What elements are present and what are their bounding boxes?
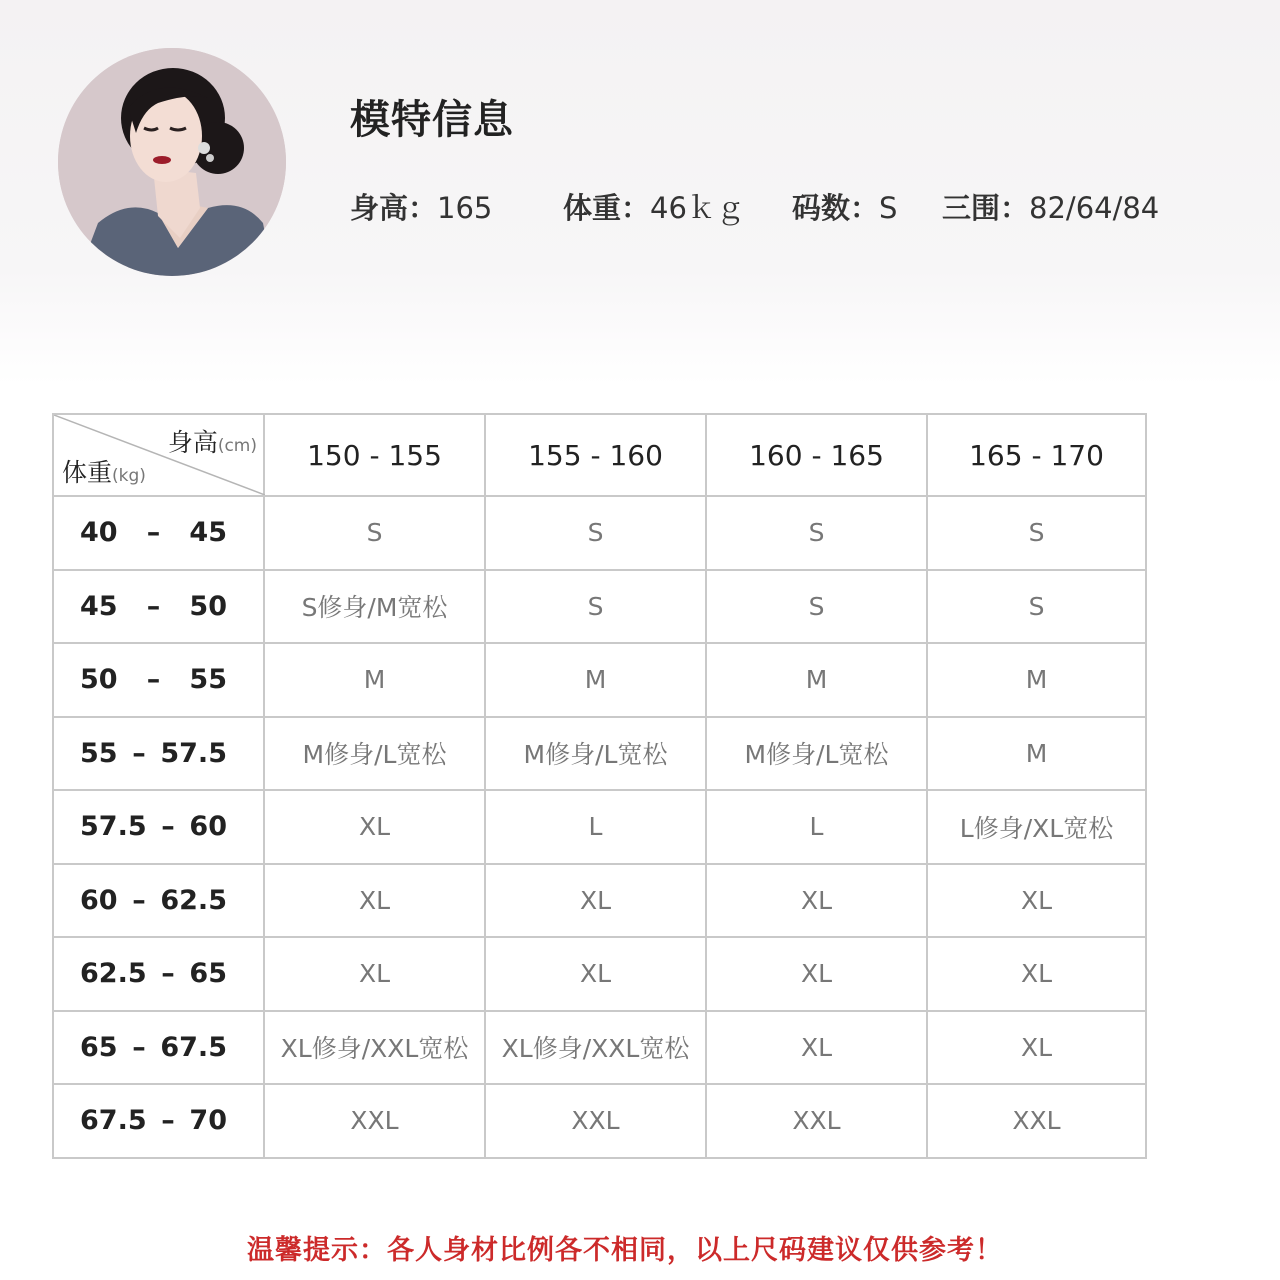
- size-cell: M修身/L宽松: [264, 717, 485, 791]
- weight-range-cell: [53, 496, 264, 570]
- size-cell: XL: [927, 937, 1146, 1011]
- weight-range-to: 57.5: [160, 737, 227, 769]
- size-chart-row: [53, 864, 1146, 938]
- size-cell: S修身/M宽松: [264, 570, 485, 644]
- size-cell: S: [927, 496, 1146, 570]
- size-chart-row: [53, 1011, 1146, 1085]
- size-cell: S: [706, 570, 927, 644]
- size-chart-header-row: [53, 414, 1146, 496]
- weight-range-from: 45: [80, 590, 118, 622]
- size-cell: XL: [927, 1011, 1146, 1085]
- weight-range-from: 50: [80, 664, 118, 696]
- size-cell: XXL: [706, 1084, 927, 1158]
- size-chart-row: [53, 570, 1146, 644]
- size-cell: L: [485, 790, 706, 864]
- size-chart-corner-cell: [53, 414, 264, 496]
- weight-range-cell: [53, 717, 264, 791]
- range-dash: –: [161, 1105, 175, 1137]
- height-column-header: 150 - 155: [264, 414, 485, 496]
- size-cell: M修身/L宽松: [706, 717, 927, 791]
- size-cell: XL: [706, 1011, 927, 1085]
- size-cell: M: [927, 643, 1146, 717]
- size-cell: M: [485, 643, 706, 717]
- range-dash: –: [146, 517, 161, 549]
- weight-range-to: 45: [189, 517, 227, 549]
- stat-height-value: 165: [437, 191, 493, 225]
- size-cell: S: [264, 496, 485, 570]
- size-chart-row: [53, 496, 1146, 570]
- size-cell: M: [706, 643, 927, 717]
- weight-range-to: 67.5: [160, 1031, 227, 1063]
- size-cell: M: [927, 717, 1146, 791]
- weight-range-cell: [53, 643, 264, 717]
- range-dash: –: [132, 1031, 146, 1063]
- weight-range-to: 55: [189, 664, 227, 696]
- corner-weight-label: 体重(kg): [62, 458, 146, 487]
- size-cell: L修身/XL宽松: [927, 790, 1146, 864]
- weight-range-cell: [53, 1011, 264, 1085]
- height-column-header: 165 - 170: [927, 414, 1146, 496]
- weight-range-from: 60: [80, 884, 118, 916]
- stat-measurements: [942, 186, 1159, 227]
- weight-range-to: 62.5: [160, 884, 227, 916]
- size-cell: XL修身/XXL宽松: [264, 1011, 485, 1085]
- model-portrait-image: [58, 48, 286, 276]
- stat-measurements-label: 三围：: [942, 191, 1030, 225]
- stat-weight-label: 体重：: [563, 191, 651, 225]
- weight-range-from: 57.5: [80, 811, 147, 843]
- model-stats: [350, 186, 1250, 226]
- size-cell: XL: [927, 864, 1146, 938]
- model-avatar: [58, 48, 286, 276]
- size-chart-row: [53, 1084, 1146, 1158]
- stat-weight-value: 46ｋｇ: [650, 191, 745, 225]
- size-cell: XL修身/XXL宽松: [485, 1011, 706, 1085]
- weight-range-from: 62.5: [80, 958, 147, 990]
- size-cell: XL: [264, 790, 485, 864]
- size-chart-row: [53, 643, 1146, 717]
- height-column-header: 155 - 160: [485, 414, 706, 496]
- weight-range-cell: [53, 790, 264, 864]
- weight-range-cell: [53, 864, 264, 938]
- range-dash: –: [132, 884, 146, 916]
- range-dash: –: [161, 811, 175, 843]
- stat-size-label: 码数：: [792, 191, 880, 225]
- size-cell: XL: [706, 864, 927, 938]
- range-dash: –: [161, 958, 175, 990]
- size-chart-row: [53, 790, 1146, 864]
- size-cell: XXL: [264, 1084, 485, 1158]
- size-cell: XL: [264, 864, 485, 938]
- size-cell: M: [264, 643, 485, 717]
- size-cell: XL: [264, 937, 485, 1011]
- weight-range-cell: [53, 570, 264, 644]
- size-cell: XXL: [485, 1084, 706, 1158]
- size-cell: XL: [485, 937, 706, 1011]
- weight-range-to: 50: [189, 590, 227, 622]
- size-cell: S: [927, 570, 1146, 644]
- corner-height-label: 身高(cm): [167, 428, 257, 457]
- height-column-header: 160 - 165: [706, 414, 927, 496]
- range-dash: –: [132, 737, 146, 769]
- stat-measurements-value: 82/64/84: [1029, 191, 1160, 225]
- size-chart-row: [53, 937, 1146, 1011]
- size-tip-notice: 温馨提示：各人身材比例各不相同，以上尺码建议仅供参考！: [247, 1235, 1003, 1266]
- weight-range-cell: [53, 1084, 264, 1158]
- size-cell: S: [706, 496, 927, 570]
- size-cell: XL: [485, 864, 706, 938]
- model-info-title: 模特信息: [350, 97, 514, 143]
- size-chart-table: [52, 413, 1147, 1159]
- stat-height: [350, 186, 492, 227]
- range-dash: –: [146, 664, 161, 696]
- weight-range-cell: [53, 937, 264, 1011]
- weight-range-from: 55: [80, 737, 118, 769]
- weight-range-to: 65: [189, 958, 227, 990]
- stat-height-label: 身高：: [350, 191, 438, 225]
- stat-weight: [563, 186, 745, 227]
- size-cell: M修身/L宽松: [485, 717, 706, 791]
- size-cell: S: [485, 496, 706, 570]
- weight-range-from: 67.5: [80, 1105, 147, 1137]
- stat-size-value: S: [879, 191, 898, 225]
- weight-range-from: 65: [80, 1031, 118, 1063]
- size-cell: XL: [706, 937, 927, 1011]
- weight-range-to: 60: [189, 811, 227, 843]
- stat-size: [792, 186, 897, 227]
- size-cell: L: [706, 790, 927, 864]
- range-dash: –: [146, 590, 161, 622]
- size-chart-row: [53, 717, 1146, 791]
- weight-range-from: 40: [80, 517, 118, 549]
- size-cell: XXL: [927, 1084, 1146, 1158]
- weight-range-to: 70: [189, 1105, 227, 1137]
- size-cell: S: [485, 570, 706, 644]
